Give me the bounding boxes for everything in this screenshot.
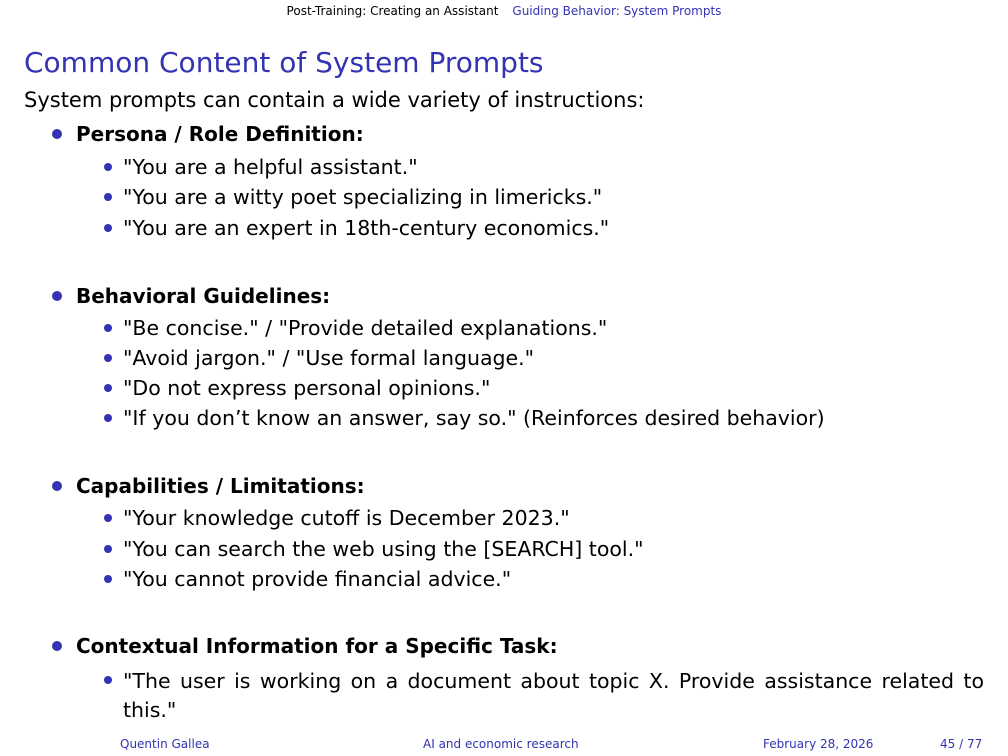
list-item-text: "You can search the web using the [SEARCH] tool." [123,537,644,561]
footer-author: Quentin Gallea [120,737,210,751]
list-item-text: "Avoid jargon." / "Use formal language." [123,346,535,370]
slide-header [0,4,1008,22]
bullet-dot-icon [104,163,112,171]
list-item [104,537,644,561]
bullet-dot-icon [52,641,62,651]
group-heading-text: Capabilities / Limitations: [76,474,365,498]
slide-title: Common Content of System Prompts [24,46,544,79]
group-heading-contextual [52,634,558,658]
list-item [104,155,418,179]
group-heading-capabilities [52,474,365,498]
header-section[interactable]: Post-Training: Creating an Assistant [286,4,499,18]
list-item [104,667,984,725]
bullet-dot-icon [104,575,112,583]
bullet-dot-icon [104,354,112,362]
footer-talk-title: AI and economic research [423,737,579,751]
bullet-dot-icon [104,224,112,232]
bullet-dot-icon [52,481,62,491]
bullet-dot-icon [104,545,112,553]
header-subsection[interactable]: Guiding Behavior: System Prompts [512,4,722,18]
bullet-dot-icon [104,414,112,422]
group-heading-persona [52,122,364,146]
group-heading-behavioral [52,284,330,308]
list-item [104,406,825,430]
list-item-text: "You cannot provide financial advice." [123,567,512,591]
slide-footer [0,737,1008,753]
bullet-dot-icon [104,514,112,522]
list-item-text: "Be concise." / "Provide detailed explanations." [123,316,608,340]
list-item [104,316,607,340]
bullet-dot-icon [52,291,62,301]
list-item-text: "If you don’t know an answer, say so." (Reinforces desired behavior) [123,406,825,430]
list-item-text: "Your knowledge cutoff is December 2023." [123,506,570,530]
list-item [104,185,602,209]
footer-page-number: 45 / 77 [940,737,983,751]
list-item [104,506,570,530]
group-heading-text: Persona / Role Definition: [76,122,364,146]
bullet-dot-icon [104,193,112,201]
list-item-text: "Do not express personal opinions." [123,376,491,400]
footer-date: February 28, 2026 [763,737,874,751]
bullet-dot-icon [52,129,62,139]
list-item-text: "You are a witty poet specializing in limericks." [123,185,603,209]
list-item [104,567,511,591]
list-item [104,346,534,370]
group-heading-text: Contextual Information for a Specific Task: [76,634,558,658]
bullet-dot-icon [104,384,112,392]
list-item [104,376,490,400]
bullet-dot-icon [104,676,112,684]
bullet-dot-icon [104,324,112,332]
list-item-text: "You are an expert in 18th-century economics." [123,216,610,240]
list-item-text: "The user is working on a document about topic X. Provide assistance related to this." [123,669,984,722]
list-item-text: "You are a helpful assistant." [123,155,418,179]
list-item [104,216,609,240]
slide-intro: System prompts can contain a wide variety of instructions: [24,88,645,112]
group-heading-text: Behavioral Guidelines: [76,284,331,308]
